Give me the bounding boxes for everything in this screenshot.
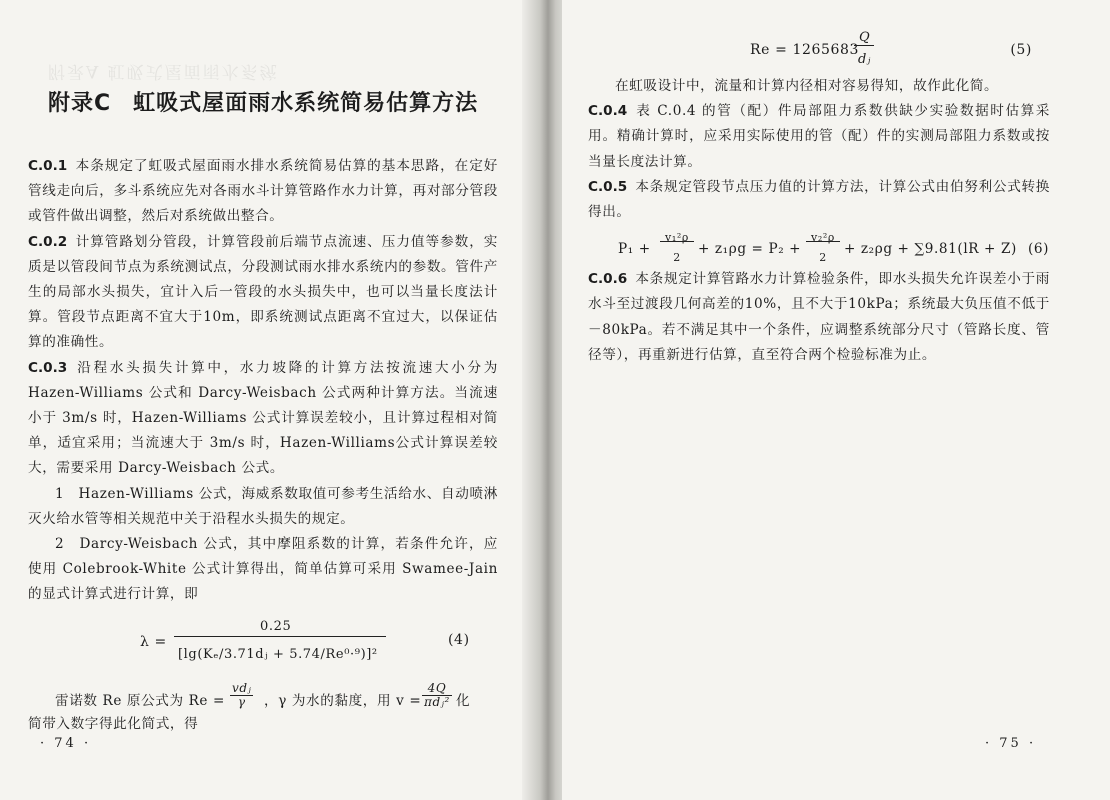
clause-number: C.0.4 [588, 103, 628, 120]
left-body [28, 154, 498, 737]
reynolds-text-b: ，γ 为水的黏度，用 v = [264, 692, 422, 709]
formula-4-numerator: 0.25 [260, 618, 292, 634]
formula-6-mid: + z₁ρg = P₂ + [698, 241, 802, 258]
formula-5-numerator: Q [859, 30, 871, 45]
clause-text: 本条规定计算管路水力计算检验条件，即水头损失允许误差小于雨水斗至过渡段几何高差的10%，且不大于10kPa；系统最大负压值不低于－80kPa。若不满足其中一个条件，应调整系统部分尺寸（管路长度、管径等），再重新进行估算，直至符合两个检验标准为止。 [588, 271, 1050, 363]
appendix-title-text: 虹吸式屋面雨水系统简易估算方法 [133, 91, 479, 116]
formula-4-fraction-bar [174, 636, 386, 637]
list-item-1: 1 Hazen-Williams 公式，海威系数取值可参考生活给水、自动喷淋灭火给水管等相关规范中关于沿程水头损失的规定。 [28, 485, 498, 527]
formula-4 [28, 608, 498, 680]
bleed-through-text: 附录A 虹吸式屋面雨水系统 [48, 61, 279, 81]
right-body [588, 30, 1050, 368]
left-page [0, 0, 538, 800]
formula-6-frac1-numerator: v₁²ρ [665, 231, 689, 245]
formula-6-number: (6) [1028, 241, 1050, 258]
reynolds-line [28, 680, 498, 712]
formula-6-frac2-denominator: 2 [819, 251, 827, 265]
clause-number: C.0.1 [28, 158, 68, 174]
clause-c03 [28, 356, 498, 482]
formula-6-frac2-bar [806, 241, 840, 242]
formula-5-number: (5) [1010, 42, 1032, 58]
page-number-right: · 75 · [985, 736, 1037, 751]
formula-5-denominator: dⱼ [858, 52, 871, 67]
clause-c06 [588, 267, 1050, 368]
formula-5-fraction-bar [854, 45, 874, 46]
clause-number: C.0.2 [28, 233, 68, 250]
formula-6-frac2-numerator: v₂²ρ [811, 231, 835, 245]
clause-number: C.0.5 [588, 178, 628, 195]
formula-6-frac1-denominator: 2 [673, 251, 681, 265]
reynolds-fraction-2 [420, 682, 454, 709]
clause-text: 表 C.0.4 的管（配）件局部阻力系数供缺少实验数据时估算采用。精确计算时，应采用实际使用的管（配）件的实测局部阻力系数或按当量长度法计算。 [588, 103, 1050, 170]
page-number-left: · 74 · [40, 736, 92, 751]
reynolds-text-c: 化 [456, 692, 471, 709]
fraction-numerator: vdⱼ [232, 680, 252, 695]
fraction-denominator: γ [237, 694, 246, 709]
clause-text: 计算管路划分管段，计算管段前后端节点流速、压力值等参数，实质是以管段间节点为系统测试点，分段测试雨水排水系统内的参数。管件产生的局部水头损失，宜计入后一管段的水头损失中，也可以当量长度法计算。管段节点距离不宜大于10m，即系统测试点距离不宜过大，以保证估算的准确性。 [28, 233, 498, 351]
list-item-2: 2 Darcy-Weisbach 公式，其中摩阻系数的计算，若条件允许，应使用 Colebrook-White 公式计算得出，简单估算可采用 Swamee-Jain 的显式计算式进行计算，即 [28, 536, 498, 603]
clause-c01 [28, 154, 498, 230]
simplification-note: 在虹吸设计中，流量和计算内径相对容易得知，故作此化简。 [615, 78, 999, 94]
appendix-label: 附录C [48, 91, 112, 116]
clause-text: 本条规定了虹吸式屋面雨水排水系统简易估算的基本思路，在定好管线走向后，多斗系统应先对各雨水斗计算管路作水力计算，再对部分管段或管件做出调整，然后对系统做出整合。 [28, 158, 498, 225]
formula-5 [588, 30, 1050, 67]
fraction-numerator: 4Q [422, 682, 452, 696]
clause-number: C.0.6 [588, 271, 628, 288]
clause-c02 [28, 230, 498, 356]
formula-4-denominator: [lg(Kₑ/3.71dⱼ + 5.74/Re⁰·⁹)]² [178, 646, 378, 662]
formula-6-p1: P₁ + [618, 241, 651, 258]
formula-4-lhs: λ = [140, 633, 167, 650]
reynolds-text-a: 雷诺数 Re 原公式为 Re = [55, 692, 225, 709]
formula-6 [588, 225, 1050, 267]
formula-6-tail: + z₂ρg + ∑9.81(lR + Z) [844, 241, 1017, 258]
formula-4-number: (4) [448, 631, 470, 648]
reynolds-continuation: 简带入数字得此化简式，得 [28, 715, 199, 732]
clause-c04 [588, 99, 1050, 175]
formula-5-lhs: Re = 1265683 [750, 42, 860, 58]
formula-6-frac1-bar [660, 241, 694, 242]
reynolds-fraction-1 [228, 682, 255, 709]
clause-text: 沿程水头损失计算中，水力坡降的计算方法按流速大小分为 Hazen-Williams 公式和 Darcy-Weisbach 公式两种计算方法。当流速小于 3m/s 时，Hazen-Williams 公式计算误差较小，且计算过程相对简单，适宜采用；当流速大于 3m/s 时，Hazen-Williams公式计算误差较大，需要采用 Darcy-Weisbach 公式。 [28, 359, 498, 477]
appendix-title [48, 86, 508, 117]
clause-c05 [588, 175, 1050, 225]
fraction-denominator: πdⱼ² [424, 694, 450, 709]
clause-number: C.0.3 [28, 359, 68, 376]
clause-text: 本条规定管段节点压力值的计算方法，计算公式由伯努利公式转换得出。 [588, 178, 1050, 221]
